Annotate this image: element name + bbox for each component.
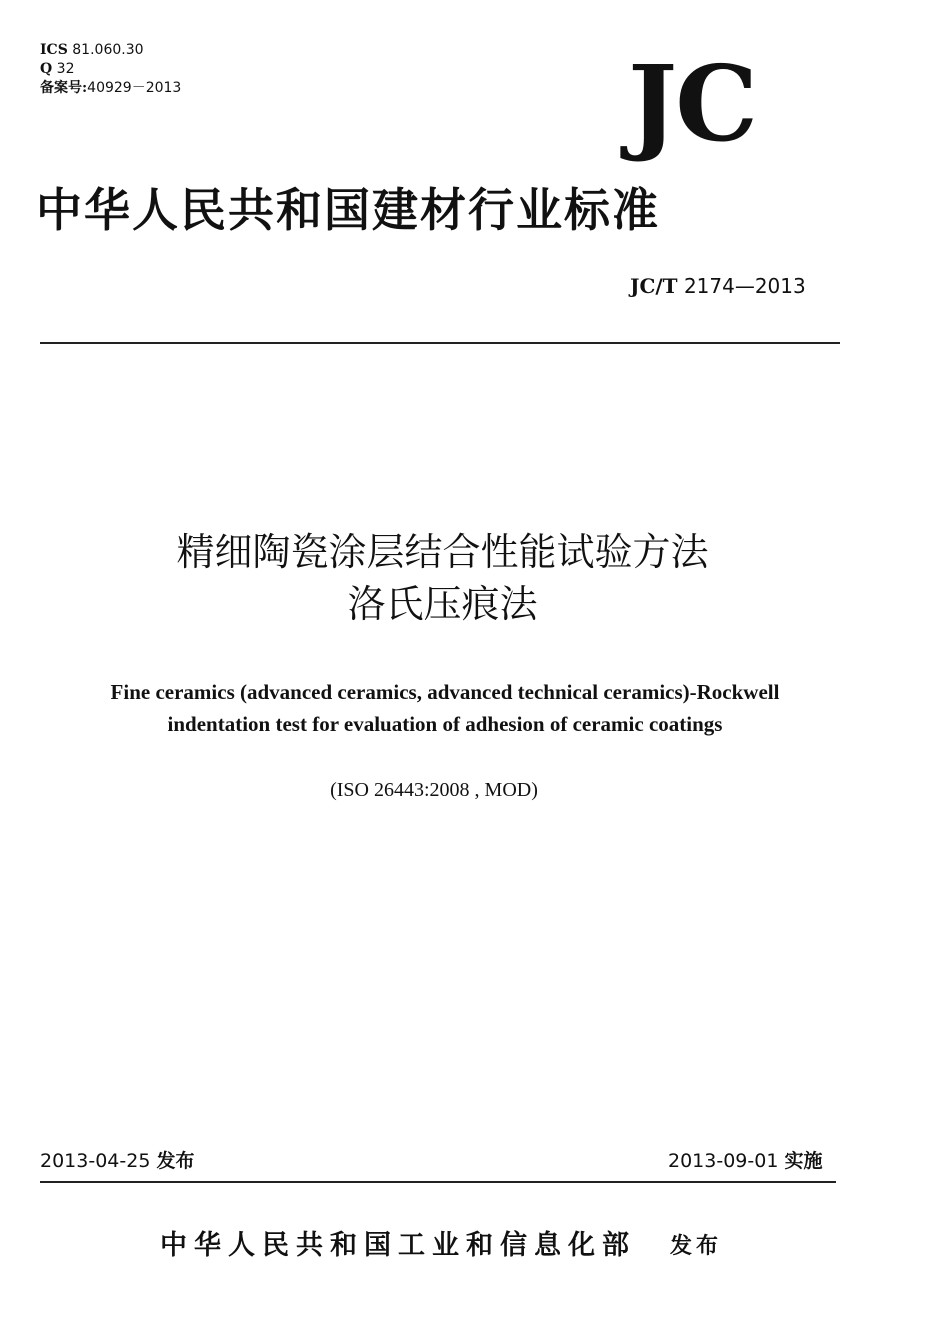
ccs-line	[40, 60, 181, 79]
standard-number-prefix: JC/T	[630, 274, 678, 298]
issue-date-value: 2013-04-25	[40, 1150, 151, 1172]
implementation-date	[668, 1148, 822, 1174]
ccs-value: 32	[56, 61, 75, 77]
ics-label: ICS	[40, 42, 68, 58]
publish-label: 发布	[670, 1234, 723, 1259]
implementation-date-value: 2013-09-01	[668, 1150, 779, 1172]
ics-value: 81.060.30	[72, 42, 144, 58]
standard-number-value: 2174—2013	[683, 274, 806, 298]
english-title-line-2: indentation test for evaluation of adhesion of ceramic coatings	[167, 712, 723, 736]
chinese-title	[0, 526, 885, 630]
issue-label: 发布	[156, 1150, 195, 1172]
jc-logo: JC	[628, 42, 756, 165]
iso-reference: (ISO 26443:2008 , MOD)	[330, 779, 538, 801]
classification-block	[40, 41, 181, 98]
record-line	[40, 79, 181, 98]
english-title	[40, 676, 850, 740]
publisher-name: 中华人民共和国工业和信息化部	[160, 1230, 636, 1261]
standard-category-title: 中华人民共和国建材行业标准	[36, 183, 660, 237]
record-value: 40929－2013	[87, 80, 182, 96]
english-title-line-1: Fine ceramics (advanced ceramics, advanced technical ceramics)-Rockwell	[110, 680, 780, 704]
implementation-label: 实施	[784, 1150, 823, 1172]
chinese-title-line-1: 精细陶瓷涂层结合性能试验方法	[176, 530, 709, 574]
record-label: 备案号:	[40, 80, 88, 96]
chinese-title-line-2: 洛氏压痕法	[347, 582, 538, 626]
bottom-divider	[40, 1181, 836, 1183]
standard-number	[630, 272, 806, 300]
issue-date	[40, 1148, 194, 1174]
ics-line	[40, 41, 181, 60]
top-divider	[40, 342, 840, 344]
ccs-label: Q	[40, 61, 53, 77]
